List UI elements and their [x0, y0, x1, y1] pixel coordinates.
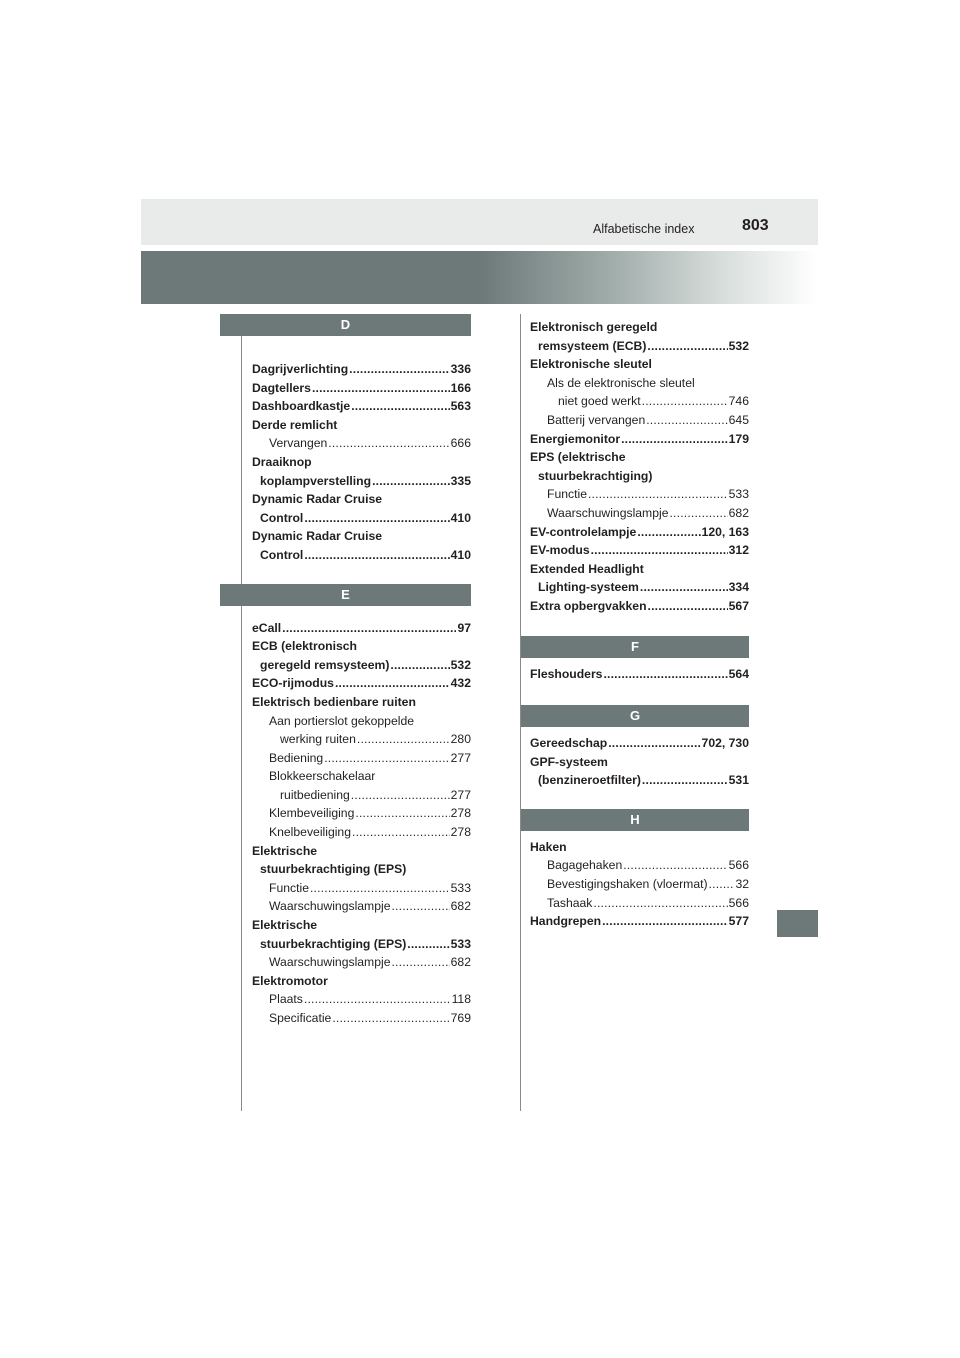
dot-leader	[310, 879, 450, 898]
dot-leader	[335, 674, 450, 693]
page-number: 803	[742, 217, 769, 234]
dot-leader	[647, 337, 727, 356]
index-entry	[530, 771, 749, 790]
index-entry	[530, 894, 749, 913]
index-entry-page: 410	[450, 510, 471, 525]
index-entry	[252, 804, 471, 823]
index-entry	[530, 318, 749, 337]
dot-leader	[642, 392, 728, 411]
index-entry-page: 118	[451, 992, 471, 1007]
index-entry	[252, 416, 471, 435]
dot-leader	[282, 619, 456, 638]
entries-e-continued	[530, 318, 749, 616]
index-entry-term: Handgrepen	[530, 914, 602, 929]
letter-header-f: F	[521, 636, 749, 658]
index-entry	[252, 823, 471, 842]
index-column-right	[530, 318, 749, 931]
index-entry	[252, 786, 471, 805]
dot-leader	[603, 665, 727, 684]
index-entry-term: Batterij vervangen	[547, 412, 646, 427]
index-entry	[530, 467, 749, 486]
index-entry-term: ECO-rijmodus	[252, 676, 334, 691]
index-entry-term: Derde remlicht	[252, 417, 338, 432]
dot-leader	[304, 509, 449, 528]
index-entry-page: 566	[728, 895, 749, 910]
index-entry-page: 567	[728, 598, 749, 613]
index-entry-page: 577	[728, 914, 749, 929]
index-entry	[252, 842, 471, 861]
index-entry	[252, 897, 471, 916]
index-entry	[252, 656, 471, 675]
dot-leader	[640, 578, 728, 597]
index-entry-page: 564	[728, 666, 749, 681]
index-entry-term: Extended Headlight	[530, 561, 644, 576]
index-entry	[530, 392, 749, 411]
index-entry	[252, 1009, 471, 1028]
index-entry-term: remsysteem (ECB)	[538, 338, 647, 353]
index-entry-page: 312	[728, 543, 749, 558]
index-entry-term: ECB (elektronisch	[252, 639, 357, 654]
index-entry-term: Knelbeveiliging	[269, 825, 351, 840]
dot-leader	[637, 523, 700, 542]
index-entry-term: Blokkeerschakelaar	[269, 769, 376, 784]
dot-leader	[312, 379, 450, 398]
index-entry-term: koplampverstelling	[260, 473, 372, 488]
index-entry-page: 682	[450, 955, 471, 970]
index-entry	[530, 485, 749, 504]
index-entry-term: Bediening	[269, 750, 324, 765]
index-entry-page: 166	[450, 380, 471, 395]
index-entry-term: EV-controlelampje	[530, 524, 637, 539]
index-entry	[252, 767, 471, 786]
index-entry-page: 531	[728, 773, 749, 788]
index-entry	[530, 337, 749, 356]
index-entry	[530, 597, 749, 616]
index-entry	[252, 379, 471, 398]
index-entry	[530, 430, 749, 449]
dot-leader	[372, 472, 450, 491]
entries-h	[530, 838, 749, 931]
index-entry-page: 32	[735, 877, 749, 892]
index-entry	[530, 523, 749, 542]
index-entry-term: Dynamic Radar Cruise	[252, 529, 383, 544]
index-entry	[530, 838, 749, 857]
index-entry-term: (benzineroetfilter)	[538, 773, 641, 788]
column-divider-left	[241, 314, 242, 1111]
index-entry	[252, 730, 471, 749]
index-entry-page: 532	[450, 657, 471, 672]
index-entry-term: Control	[260, 547, 304, 562]
index-entry-term: stuurbekrachtiging (EPS)	[260, 936, 407, 951]
index-entry-term: geregeld remsysteem)	[260, 657, 390, 672]
index-entry	[530, 875, 749, 894]
dot-leader	[391, 897, 449, 916]
index-entry-term: Lighting-systeem	[538, 580, 639, 595]
index-entry-page: 666	[450, 436, 471, 451]
index-entry-term: Waarschuwingslampje	[269, 899, 391, 914]
index-entry-page: 682	[728, 505, 749, 520]
index-entry-page: 120, 163	[701, 524, 749, 539]
index-entry	[252, 527, 471, 546]
index-entry	[252, 490, 471, 509]
index-entry	[252, 749, 471, 768]
index-entry-term: Energiemonitor	[530, 431, 621, 446]
index-entry-term: Bagagehaken	[547, 858, 623, 873]
dot-leader	[709, 875, 735, 894]
index-entry	[530, 734, 749, 753]
index-entry-page: 566	[728, 858, 749, 873]
dot-leader	[391, 953, 449, 972]
index-entry-term: Functie	[269, 880, 309, 895]
index-entry-term: Control	[260, 510, 304, 525]
dot-leader	[390, 656, 449, 675]
index-entry	[252, 935, 471, 954]
index-entry-page: 179	[728, 431, 749, 446]
dot-leader	[407, 935, 449, 954]
index-entry-term: Elektrische	[252, 843, 318, 858]
index-entry-term: Bevestigingshaken (vloermat)	[547, 877, 708, 892]
dot-leader	[355, 804, 449, 823]
index-entry	[252, 990, 471, 1009]
index-entry-page: 746	[728, 394, 749, 409]
index-entry	[252, 546, 471, 565]
index-entry	[252, 360, 471, 379]
entries-f	[530, 665, 749, 684]
index-entry	[252, 860, 471, 879]
entries-d	[252, 360, 471, 565]
dot-leader	[642, 771, 728, 790]
index-entry	[252, 972, 471, 991]
index-entry-page: 335	[450, 473, 471, 488]
index-entry-term: Elektromotor	[252, 973, 328, 988]
index-entry-term: Dashboardkastje	[252, 399, 351, 414]
index-entry-term: Plaats	[269, 992, 303, 1007]
dot-leader	[352, 823, 450, 842]
index-entry	[252, 674, 471, 693]
index-entry-term: eCall	[252, 620, 282, 635]
index-entry	[252, 712, 471, 731]
index-entry-term: Als de elektronische sleutel	[547, 375, 695, 390]
index-entry-term: Gereedschap	[530, 736, 608, 751]
index-entry	[530, 541, 749, 560]
index-entry	[252, 434, 471, 453]
index-entry-page: 432	[450, 676, 471, 691]
index-entry-term: niet goed werkt	[558, 394, 641, 409]
index-entry-term: Dynamic Radar Cruise	[252, 492, 383, 507]
letter-header-g: G	[521, 705, 749, 727]
index-entry-term: Aan portierslot gekoppelde	[269, 713, 414, 728]
index-entry-term: Klembeveiliging	[269, 806, 355, 821]
dot-leader	[602, 912, 728, 931]
index-entry	[252, 509, 471, 528]
entries-e	[252, 619, 471, 1028]
index-entry-term: Elektrisch bedienbare ruiten	[252, 694, 416, 709]
index-entry-page: 97	[457, 620, 471, 635]
index-entry-term: EV-modus	[530, 543, 590, 558]
index-entry	[252, 472, 471, 491]
index-entry-term: Extra opbergvakken	[530, 598, 647, 613]
index-entry	[530, 411, 749, 430]
index-entry-term: Draaiknop	[252, 454, 312, 469]
section-title: Alfabetische index	[593, 222, 695, 236]
thumb-index-tab	[777, 910, 818, 937]
index-entry-page: 532	[728, 338, 749, 353]
dot-leader	[588, 485, 728, 504]
index-entry	[252, 397, 471, 416]
index-entry-term: EPS (elektrische	[530, 450, 626, 465]
dot-leader	[349, 360, 449, 379]
index-entry-term: Dagtellers	[252, 380, 311, 395]
index-entry-term: werking ruiten	[280, 732, 356, 747]
index-entry	[252, 879, 471, 898]
index-entry	[530, 578, 749, 597]
index-entry-term: Fleshouders	[530, 666, 603, 681]
dot-leader	[324, 749, 449, 768]
letter-header-d: D	[220, 314, 471, 336]
index-entry-term: Vervangen	[269, 436, 328, 451]
index-entry	[530, 856, 749, 875]
index-entry-page: 682	[450, 899, 471, 914]
page-header	[141, 199, 818, 245]
index-entry-page: 410	[450, 547, 471, 562]
index-entry-term: Haken	[530, 839, 567, 854]
letter-header-e: E	[220, 584, 471, 606]
dot-leader	[304, 990, 451, 1009]
index-entry	[252, 453, 471, 472]
index-entry	[530, 504, 749, 523]
header-band	[141, 251, 818, 304]
dot-leader	[608, 734, 700, 753]
index-entry-page: 277	[450, 750, 471, 765]
dot-leader	[357, 730, 450, 749]
index-entry-page: 702, 730	[701, 736, 749, 751]
index-entry	[530, 753, 749, 772]
index-entry-page: 277	[450, 787, 471, 802]
index-entry-term: Waarschuwingslampje	[269, 955, 391, 970]
dot-leader	[623, 856, 727, 875]
index-column-left	[252, 314, 471, 1028]
index-entry	[252, 619, 471, 638]
index-entry-term: Elektrische	[252, 918, 318, 933]
index-entry	[252, 693, 471, 712]
dot-leader	[646, 411, 727, 430]
entries-g	[530, 734, 749, 790]
index-entry	[530, 560, 749, 579]
index-entry-term: Elektronisch geregeld	[530, 320, 658, 334]
index-entry-term: ruitbediening	[280, 787, 350, 802]
index-entry	[252, 916, 471, 935]
index-entry-term: stuurbekrachtiging)	[538, 468, 653, 483]
index-entry-term: Functie	[547, 487, 587, 502]
index-entry-term: Tashaak	[547, 895, 593, 910]
index-entry-page: 533	[450, 880, 471, 895]
dot-leader	[621, 430, 728, 449]
index-entry-page: 563	[450, 399, 471, 414]
index-entry-term: Dagrijverlichting	[252, 362, 349, 376]
index-entry-page: 769	[450, 1011, 471, 1025]
index-entry	[530, 374, 749, 393]
index-entry-term: Elektronische sleutel	[530, 357, 652, 372]
index-entry	[530, 665, 749, 684]
index-entry	[530, 355, 749, 374]
letter-header-h: H	[521, 809, 749, 831]
index-entry-page: 278	[450, 806, 471, 821]
index-entry-term: GPF-systeem	[530, 754, 608, 769]
index-entry	[530, 448, 749, 467]
index-entry-term: stuurbekrachtiging (EPS)	[260, 862, 407, 877]
dot-leader	[328, 434, 449, 453]
dot-leader	[648, 597, 728, 616]
dot-leader	[351, 397, 449, 416]
index-entry-page: 645	[728, 412, 749, 427]
index-entry-page: 336	[450, 362, 471, 376]
index-entry	[252, 953, 471, 972]
index-entry-term: Specificatie	[269, 1011, 332, 1025]
index-entry-page: 334	[728, 580, 749, 595]
index-entry-page: 278	[450, 825, 471, 840]
dot-leader	[304, 546, 449, 565]
index-entry-page: 533	[728, 487, 749, 502]
index-entry-page: 280	[450, 732, 471, 747]
dot-leader	[332, 1009, 449, 1028]
dot-leader	[591, 541, 728, 560]
dot-leader	[351, 786, 450, 805]
index-entry	[530, 912, 749, 931]
dot-leader	[593, 894, 727, 913]
dot-leader	[669, 504, 727, 523]
index-entry	[252, 637, 471, 656]
index-entry-page: 533	[450, 936, 471, 951]
index-entry-term: Waarschuwingslampje	[547, 505, 669, 520]
